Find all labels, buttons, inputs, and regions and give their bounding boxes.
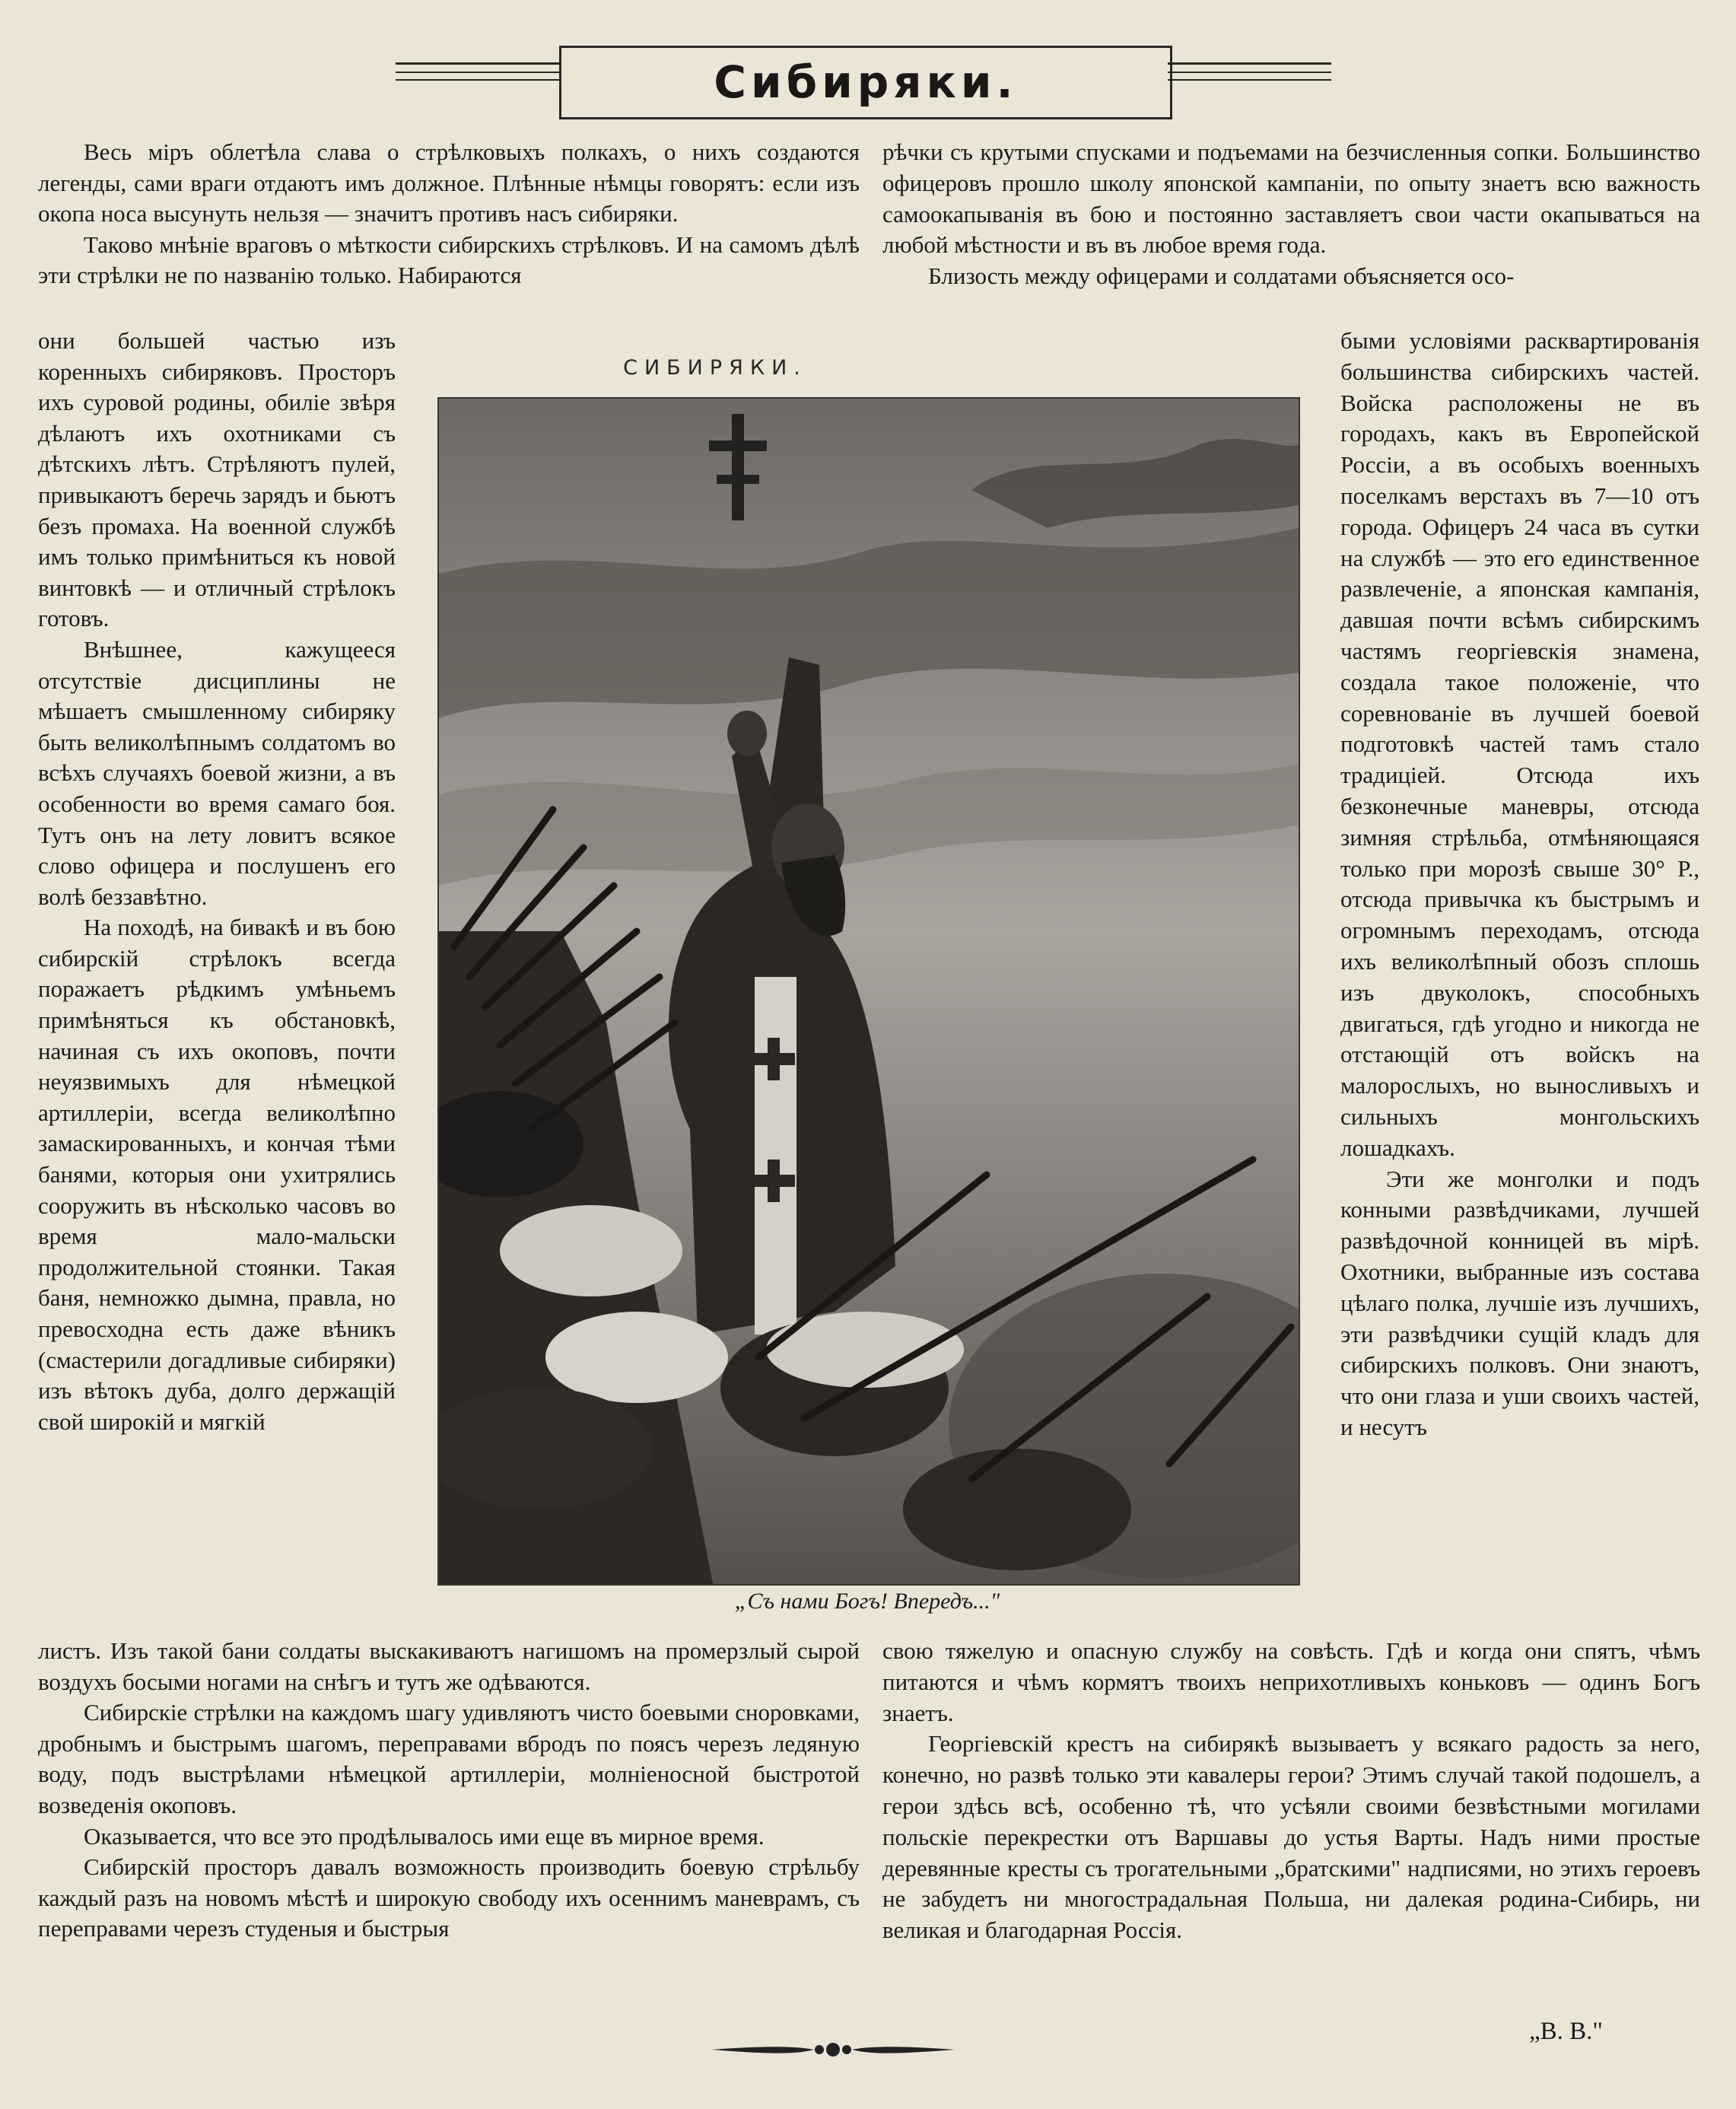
column-left-top [38, 137, 860, 291]
paragraph: Георгіевскій крестъ на сибирякѣ вызываетъ у всякаго радость за него, конечно, но развѣ только эти кавалеры герои? Этимъ случай такой подошелъ, а герои здѣсь всѣ, особенно тѣ, что усѣяли своими безвѣстными могилами польскіе перекрестки отъ Варшавы до устья Варты. Надъ ними простые деревянные кресты съ трогательными „братскими" надписями, но этихъ героевъ не забудетъ ни многострадальная Польша, ни далекая родина-Сибирь, ни великая и благодарная Россія. [882, 1730, 1700, 1944]
column-right-bottom [882, 1636, 1700, 1946]
article-title: Сибиряки. [714, 56, 1018, 108]
column-left-narrow [38, 326, 396, 1437]
illustration-image [437, 397, 1300, 1586]
paragraph: рѣчки съ крутыми спусками и подъемами на безчисленныя сопки. Большинство офицеровъ прошло школу японской кампаніи, по опыту знаетъ всю важность самоокапыванія въ бою и постоянно заставляетъ свои части окапываться на любой мѣстности и въ въ любое время года. [882, 138, 1700, 259]
paragraph: быми условіями расквартированія большинства сибирскихъ частей. Войска расположены не въ городахъ, какъ въ Европейской Россіи, а въ особыхъ военныхъ поселкамъ верстахъ въ 7—10 отъ города. Офицеръ 24 часа въ сутки на службѣ — это его единственное развлеченіе, а японская кампанія, давшая почти всѣмъ сибирскимъ частямъ георгіевскія знамена, создала такое положеніе, что соревнованіе въ лучшей боевой подготовкѣ частей тамъ стало традиціей. Отсюда ихъ безконечные маневры, отсюда зимняя стрѣльба, отмѣняющаяся только при морозѣ свыше 30° Р., отсюда привычка къ быстрымъ и огромнымъ переходамъ, отсюда ихъ великолѣпный обозъ сплошь изъ двуколокъ, способныхъ двигаться, гдѣ угодно и никогда не отстающій отъ войскъ на малорослыхъ, но выносливыхъ и сильныхъ монгольскихъ лошадкахъ. [1340, 327, 1699, 1161]
header-rule-left-middle [396, 72, 559, 73]
header-rule-left-top [396, 62, 559, 65]
paragraph: Эти же монголки и подъ конными развѣдчиками, лучшей развѣдочной конницей въ мірѣ. Охотники, выбранные изъ состава цѣлаго полка, лучшіе изъ лучшихъ, эти развѣдчики сущій кладъ для сибирскихъ полковъ. Они знаютъ, что они глаза и уши своихъ частей, и несутъ [1340, 1165, 1699, 1440]
header-rule-right-middle [1168, 72, 1331, 73]
column-left-bottom [38, 1636, 860, 1945]
ornament-divider-icon [707, 2034, 959, 2065]
column-right-top [882, 137, 1700, 292]
illustration-caption-top: СИБИРЯКИ. [623, 356, 807, 380]
paragraph: Весь міръ облетѣла слава о стрѣлковыхъ полкахъ, о нихъ создаются легенды, сами враги отдаютъ имъ должное. Плѣнные нѣмцы говорятъ: если изъ окопа носа высунуть нельзя — значитъ противъ насъ сибиряки. [38, 138, 860, 227]
paragraph: они большей частью изъ коренныхъ сибиряковъ. Просторъ ихъ суровой родины, обиліе звѣря дѣлаютъ ихъ охотниками съ дѣтскихъ лѣтъ. Стрѣляютъ пулей, привыкаютъ беречь зарядъ и бьютъ безъ промаха. На военной службѣ имъ только примѣниться къ новой винтовкѣ — и отличный стрѣлокъ готовъ. [38, 327, 396, 632]
illustration-caption-bottom: „Съ нами Богъ! Впередъ..." [734, 1589, 1000, 1614]
paragraph: Сибирскіе стрѣлки на каждомъ шагу удивляютъ чисто боевыми сноровками, дробнымъ и быстрымъ шагомъ, переправами вбродъ по поясъ черезъ ледяную воду, подъ выстрѣлами нѣмецкой артиллеріи, молніеносной быстротой возведенія окоповъ. [38, 1699, 860, 1818]
paragraph: Сибирскій просторъ давалъ возможность производить боевую стрѣльбу каждый разъ на новомъ мѣстѣ и широкую свободу ихъ осеннимъ маневрамъ, съ переправами черезъ студеныя и быстрыя [38, 1853, 860, 1942]
paragraph: листъ. Изъ такой бани солдаты выскакиваютъ нагишомъ на промерзлый сырой воздухъ босыми ногами на снѣгъ и тутъ же одѣваются. [38, 1637, 860, 1695]
header-rule-left-bottom [396, 79, 559, 81]
paragraph: свою тяжелую и опасную службу на совѣсть. Гдѣ и когда они спятъ, чѣмъ питаются и чѣмъ кормятъ твоихъ неприхотливыхъ коньковъ — одинъ Богъ знаетъ. [882, 1637, 1700, 1726]
paragraph: Внѣшнее, кажущееся отсутствіе дисциплины не мѣшаетъ смышленному сибиряку быть великолѣпнымъ солдатомъ во всѣхъ случаяхъ боевой жизни, а въ особенности во время самаго боя. Тутъ онъ на лету ловитъ всякое слово офицера и послушенъ его волѣ беззавѣтно. [38, 635, 396, 910]
header-box-bottom-rule [559, 117, 1172, 119]
author-signature: „В. В." [1529, 2018, 1603, 2045]
header-title-box [559, 47, 1172, 117]
priest-with-cross-illustration [439, 399, 1299, 1584]
header-rule-right-bottom [1168, 79, 1331, 81]
paragraph: На походѣ, на бивакѣ и въ бою сибирскій стрѣлокъ всегда поражаетъ рѣдкимъ умѣньемъ примѣняться къ обстановкѣ, начиная съ ихъ окоповъ, почти неуязвимыхъ для нѣмецкой артиллеріи, всегда великолѣпно замаскированныхъ, и кончая тѣми банями, которыя они ухитрялись сооружить въ нѣсколько часовъ во время мало-мальски продолжительной стоянки. Такая баня, немножко дымна, правла, но превосходна есть даже вѣникъ (смастерили догадливые сибиряки) изъ вѣтокъ дуба, долго держащій свой широкій и мягкій [38, 914, 396, 1435]
paragraph: Близость между офицерами и солдатами объясняется осо- [928, 262, 1515, 290]
paragraph: Таково мнѣніе враговъ о мѣткости сибирскихъ стрѣлковъ. И на самомъ дѣлѣ эти стрѣлки не по названію только. Набираются [38, 231, 860, 289]
column-right-narrow [1340, 326, 1699, 1443]
header-rule-right-top [1168, 62, 1331, 65]
paragraph: Оказывается, что все это продѣлывалось ими еще въ мирное время. [84, 1822, 765, 1850]
